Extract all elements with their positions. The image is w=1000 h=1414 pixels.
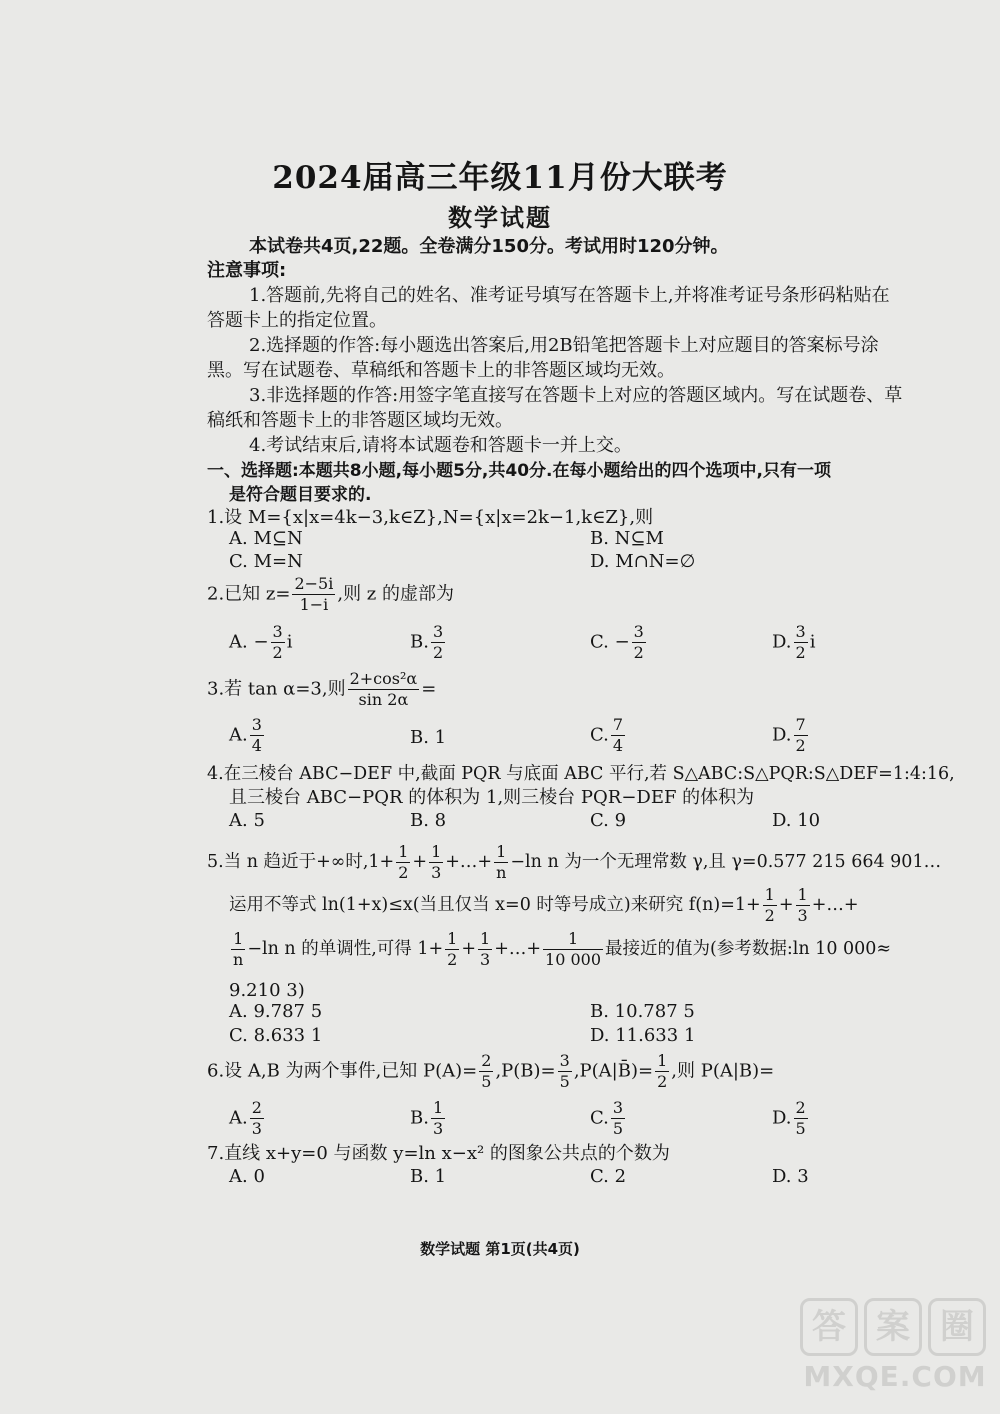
q6-text: ,P(A|B̄)= <box>573 1060 654 1082</box>
q2-numerator: 2−5i <box>294 574 334 593</box>
q5-plus: + <box>461 939 477 959</box>
question-1-option-c: C. M=N <box>229 551 303 572</box>
question-6-option-d <box>772 1100 810 1137</box>
q5-frac <box>763 887 777 924</box>
opt-den: 3 <box>432 1119 444 1138</box>
question-7-option-c: C. 2 <box>590 1166 627 1187</box>
q3-denominator: sin 2α <box>358 690 409 709</box>
q2-text-post: ,则 z 的虚部为 <box>337 583 455 605</box>
opt-fraction <box>431 1100 445 1137</box>
question-5-option-b: B. 10.787 5 <box>590 1001 695 1022</box>
question-1-option-d: D. M∩N=∅ <box>590 551 696 572</box>
q5-text: 运用不等式 ln(1+x)≤x(当且仅当 x=0 时等号成立)来研究 f(n)=1+ <box>229 895 761 915</box>
q6-frac <box>655 1053 669 1090</box>
opt-den: 2 <box>272 643 283 662</box>
watermark-char-1: 答 <box>800 1298 858 1356</box>
question-1-option-a: A. M⊆N <box>229 528 303 549</box>
opt-num: 2 <box>795 1098 806 1117</box>
question-4-option-a: A. 5 <box>229 810 265 831</box>
q5-text: +…+ <box>811 895 859 915</box>
exam-info: 本试卷共4页,22题。全卷满分150分。考试用时120分钟。 <box>249 236 729 257</box>
q5-ellipsis: +…+ <box>445 852 493 872</box>
question-5-line-1 <box>207 844 941 881</box>
notice-item-1: 1.答题前,先将自己的姓名、准考证号填写在答题卡上,并将准考证号条形码粘贴在 <box>249 285 890 306</box>
opt-fraction <box>611 1100 625 1137</box>
opt-num: 7 <box>795 715 806 734</box>
question-5-option-a: A. 9.787 5 <box>229 1001 323 1022</box>
opt-fraction <box>632 624 646 661</box>
opt-num: 3 <box>633 622 644 641</box>
frac-den: 2 <box>764 906 775 925</box>
opt-label: D. <box>772 1107 792 1129</box>
opt-label: D. <box>772 724 792 746</box>
page-footer: 数学试题 第1页(共4页) <box>420 1240 580 1258</box>
frac-num: 2 <box>481 1051 492 1070</box>
frac-num: 1 <box>447 929 458 948</box>
notice-item-4: 4.考试结束后,请将本试题卷和答题卡一并上交。 <box>249 435 632 456</box>
frac-num: 1 <box>764 885 775 904</box>
opt-label: C. <box>590 724 609 746</box>
opt-label: B. <box>410 1107 429 1129</box>
q5-plus: + <box>412 852 428 872</box>
frac-num: 1 <box>231 931 245 950</box>
question-1-option-b: B. N⊆M <box>590 528 664 549</box>
frac-num: 1 <box>431 842 442 861</box>
question-7-stem: 7.直线 x+y=0 与函数 y=ln x−x² 的图象公共点的个数为 <box>207 1143 670 1164</box>
frac-den: 5 <box>481 1072 492 1091</box>
q3-text-post: = <box>421 678 437 700</box>
question-5-option-c: C. 8.633 1 <box>229 1025 323 1046</box>
question-6-option-a <box>229 1100 266 1137</box>
opt-fraction <box>271 624 285 661</box>
opt-suffix: i <box>286 631 293 653</box>
opt-num: 3 <box>432 622 444 641</box>
question-5-option-d: D. 11.633 1 <box>590 1025 696 1046</box>
opt-fraction <box>250 717 264 754</box>
q6-frac <box>479 1053 493 1090</box>
opt-den: 4 <box>612 736 624 755</box>
q5-frac <box>231 931 245 968</box>
question-6-option-c <box>590 1100 627 1137</box>
question-3-option-d <box>772 717 810 754</box>
watermark-site: MXQE.COM <box>803 1360 987 1393</box>
exam-subtitle: 数学试题 <box>448 203 552 232</box>
frac-den: 5 <box>559 1072 570 1091</box>
opt-fraction <box>794 1100 808 1137</box>
question-7-option-d: D. 3 <box>772 1166 809 1187</box>
question-2-option-c <box>590 624 648 661</box>
q2-text-pre: 2.已知 z= <box>207 583 291 605</box>
question-4-stem-cont: 且三棱台 ABC−PQR 的体积为 1,则三棱台 PQR−DEF 的体积为 <box>229 787 755 808</box>
q6-text: 6.设 A,B 为两个事件,已知 P(A)= <box>207 1060 478 1082</box>
frac-num: 3 <box>559 1051 570 1070</box>
opt-num: 7 <box>612 715 624 734</box>
question-6-stem <box>207 1053 774 1090</box>
opt-fraction <box>611 717 625 754</box>
opt-num: 2 <box>251 1098 262 1117</box>
opt-fraction <box>794 624 808 661</box>
question-4-stem: 4.在三棱台 ABC−DEF 中,截面 PQR 与底面 ABC 平行,若 S△ABC:S△PQR:S△DEF=1:4:16, <box>207 764 955 784</box>
q5-text: 最接近的值为(参考数据:ln 10 000≈ <box>605 939 892 959</box>
frac-den: 2 <box>657 1072 668 1091</box>
q5-frac <box>796 887 810 924</box>
frac-den: 2 <box>398 863 409 882</box>
q2-fraction <box>292 576 335 613</box>
q5-frac <box>494 844 508 881</box>
question-5-line-2 <box>229 887 859 924</box>
q3-numerator: 2+cos²α <box>349 669 418 688</box>
section-heading-cont: 是符合题目要求的. <box>229 485 372 505</box>
question-1-stem: 1.设 M={x|x=4k−3,k∈Z},N={x|x=2k−1,k∈Z},则 <box>207 507 654 528</box>
frac-den: n <box>496 863 507 882</box>
notice-item-3: 3.非选择题的作答:用签字笔直接写在答题卡上对应的答题区域内。写在试题卷、草 <box>249 385 903 406</box>
frac-den: 2 <box>447 950 458 969</box>
q5-frac <box>396 844 410 881</box>
opt-den: 2 <box>795 736 806 755</box>
notice-item-1-cont: 答题卡上的指定位置。 <box>207 310 387 331</box>
q6-text: ,P(B)= <box>495 1060 556 1082</box>
q5-frac <box>445 931 459 968</box>
question-2-option-d <box>772 624 815 661</box>
watermark <box>800 1298 990 1408</box>
opt-num: 1 <box>432 1098 444 1117</box>
q3-fraction <box>348 671 420 708</box>
question-3-option-c <box>590 717 627 754</box>
opt-num: 3 <box>795 622 806 641</box>
opt-den: 3 <box>251 1119 262 1138</box>
opt-label: A. <box>229 1107 248 1129</box>
question-2-option-a <box>229 624 292 661</box>
opt-num: 3 <box>251 715 262 734</box>
opt-fraction <box>250 1100 264 1137</box>
watermark-char-3: 圈 <box>928 1298 986 1356</box>
question-4-option-d: D. 10 <box>772 810 821 831</box>
question-3-stem <box>207 671 436 708</box>
notice-item-3-cont: 稿纸和答题卡上的非答题区域均无效。 <box>207 410 513 431</box>
question-5-line-3 <box>229 931 891 968</box>
frac-num: 1 <box>480 929 491 948</box>
opt-label: D. <box>772 631 792 653</box>
opt-den: 4 <box>251 736 262 755</box>
question-3-option-a <box>229 717 266 754</box>
q6-frac <box>558 1053 572 1090</box>
q5-ellipsis: +…+ <box>494 939 542 959</box>
opt-label: A. <box>229 724 248 746</box>
question-5-line-4: 9.210 3) <box>229 980 305 1001</box>
notice-item-2-cont: 黑。写在试题卷、草稿纸和答题卡上的非答题区域均无效。 <box>207 360 675 381</box>
frac-num: 1 <box>543 931 603 950</box>
opt-suffix: i <box>809 631 816 653</box>
opt-den: 2 <box>633 643 644 662</box>
exam-title: 2024届高三年级11月份大联考 <box>272 160 728 196</box>
q6-text: ,则 P(A|B)= <box>671 1060 775 1082</box>
opt-den: 2 <box>795 643 806 662</box>
frac-den: 3 <box>431 863 442 882</box>
q3-text-pre: 3.若 tan α=3,则 <box>207 678 346 700</box>
frac-num: 1 <box>797 885 808 904</box>
frac-den: 10 000 <box>545 950 602 969</box>
opt-den: 5 <box>612 1119 624 1138</box>
notice-item-2: 2.选择题的作答:每小题选出答案后,用2B铅笔把答题卡上对应题目的答案标号涂 <box>249 335 879 356</box>
section-heading: 一、选择题:本题共8小题,每小题5分,共40分.在每小题给出的四个选项中,只有一项 <box>207 461 831 481</box>
q5-frac <box>429 844 443 881</box>
q5-text: 5.当 n 趋近于+∞时,1+ <box>207 852 395 872</box>
notice-heading: 注意事项: <box>207 260 287 281</box>
q5-plus: + <box>778 895 794 915</box>
opt-label: B. <box>410 631 429 653</box>
frac-den: 3 <box>797 906 808 925</box>
frac-den: n <box>233 950 244 969</box>
opt-label: C. − <box>590 631 630 653</box>
q5-frac <box>478 931 492 968</box>
opt-num: 3 <box>272 622 283 641</box>
opt-fraction <box>794 717 808 754</box>
frac-num: 1 <box>398 842 409 861</box>
question-2-stem <box>207 576 454 613</box>
watermark-char-2: 案 <box>864 1298 922 1356</box>
frac-num: 1 <box>657 1051 668 1070</box>
frac-den: 3 <box>480 950 491 969</box>
q2-denominator: 1−i <box>299 595 329 614</box>
opt-label: C. <box>590 1107 609 1129</box>
question-4-option-b: B. 8 <box>410 810 447 831</box>
q5-text: −ln n 的单调性,可得 1+ <box>247 939 444 959</box>
question-3-option-b: B. 1 <box>410 727 447 748</box>
question-2-option-b <box>410 624 447 661</box>
question-4-option-c: C. 9 <box>590 810 627 831</box>
opt-fraction <box>431 624 445 661</box>
question-6-option-b <box>410 1100 447 1137</box>
opt-num: 3 <box>612 1098 624 1117</box>
opt-den: 2 <box>432 643 444 662</box>
question-7-option-a: A. 0 <box>229 1166 265 1187</box>
q5-frac <box>543 931 603 968</box>
frac-num: 1 <box>494 844 508 863</box>
opt-den: 5 <box>795 1119 806 1138</box>
opt-label: A. − <box>229 631 269 653</box>
question-7-option-b: B. 1 <box>410 1166 447 1187</box>
q5-text: −ln n 为一个无理常数 γ,且 γ=0.577 215 664 901… <box>510 852 942 872</box>
